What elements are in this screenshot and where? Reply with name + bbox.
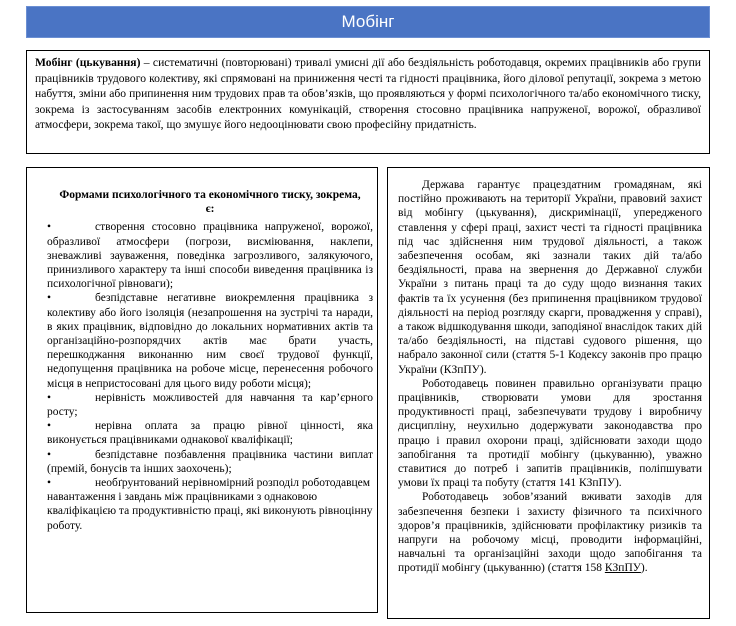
list-item: • створення стосовно працівника напруженої, ворожої, образливої атмосфери (погрози, висміювання, наклепи, зневажливі зауваження, поведінка загрозливого, залякуючого, принизливого характеру та інші способи виведення працівника із психологічної рівноваги); [47, 221, 373, 291]
list-item: • безпідставне позбавлення працівника частини виплат (премій, бонусів та інших заохочень); [47, 448, 373, 475]
bullet-icon: • [47, 221, 52, 234]
guarantee-paragraph-employer-duty: Роботодавець повинен правильно організувати працю працівників, створювати умови для зростання продуктивності праці, забезпечувати трудову і виробничу дисципліну, неухильно додержувати законодавства про працю і правил охорони праці, здійснювати заходи щодо запобігання та протидії мобінгу (цькуванню), уважно ставитися до потреб і запитів працівників, поліпшувати умови їх праці та побуту (стаття 141 КЗпПУ). [398, 377, 702, 490]
pressure-forms-title: Формами психологічного та економічного тиску, зокрема, є: [59, 189, 361, 216]
legal-guarantees-box [387, 167, 710, 619]
bullet-icon: • [47, 477, 52, 490]
list-item: • необґрунтований нерівномірний розподіл роботодавцем навантаження і завдань між працівниками з однаковою кваліфікацією та продуктивністю праці, які виконують рівноцінну роботу. [47, 477, 373, 532]
pressure-forms-list [47, 220, 373, 532]
bullet-icon: • [47, 420, 52, 433]
bullet-icon: • [47, 292, 52, 305]
bullet-icon: • [47, 448, 52, 461]
definition-box [26, 50, 710, 154]
page-title: Мобінг [341, 12, 395, 31]
list-item: • нерівна оплата за працю рівної цінності, яка виконується працівниками однакової кваліфікації; [47, 420, 373, 447]
page-banner [26, 6, 710, 38]
definition-term: Мобінг (цькування) [35, 56, 141, 69]
list-item: • безпідставне негативне виокремлення працівника з колективу або його ізоляція (незапрошення на зустрічі та наради, в яких працівник, відповідно до локальних нормативних актів та організаційно-розпорядчих актів має брати участь, перешкоджання виконанню ним своєї трудової функції, недопущення працівника на робоче місце, перенесення робочого місця в непристосовані для цього виду роботи місця); [47, 292, 373, 390]
guarantee-paragraph-employer-obligation: Роботодавець зобов’язаний вживати заходів для забезпечення безпеки і захисту фізичного та психічного здоров’я працівників, здійснювати профілактику ризиків та напруги на робочому місці, проводити інформаційні, навчальні та організаційні заходи щодо запобігання та протидії мобінгу (цькуванню) (стаття 158 КЗпПУ). [398, 491, 702, 575]
legal-guarantees-content [398, 178, 702, 576]
guarantee-paragraph-state: Держава гарантує працездатним громадянам, які постійно проживають на території України, правовий захист від мобінгу (цькування), дискримінації, упередженого ставлення у сфері праці, захист честі та гідності працівника під час здійснення ним трудової діяльності, а також забезпечення особам, які зазнали таких дій та/або бездіяльності, права на звернення до Державної служби України з питань праці та до суду щодо визнання таких фактів та їх усунення (без припинення працівником трудової діяльності на період розгляду скарги, провадження у справі), а також відшкодування шкоди, заподіяної внаслідок таких дій та/або бездіяльності, на підставі судового рішення, що набрало законної сили (стаття 5-1 Кодексу законів про працю України (КЗпПУ). [398, 179, 702, 376]
list-item: • нерівність можливостей для навчання та кар’єрного росту; [47, 391, 373, 419]
kzppu-link[interactable]: КЗпПУ [604, 562, 641, 575]
pressure-forms-box [26, 167, 378, 613]
bullet-icon: • [47, 391, 52, 404]
definition-text: – систематичні (повторювані) тривалі умисні дії або бездіяльність роботодавця, окремих працівників або групи працівників трудового колективу, які спрямовані на приниження честі та гідності працівника, його ділової репутації, зокрема з метою набуття, зміни або припинення ним трудових прав та обов’язків, що проявляються у формі психологічного та/або економічного тиску, зокрема із застосуванням засобів електронних комунікацій, створення стосовно працівника напруженої, ворожої, образливої атмосфери, зокрема такої, що змушує його недооцінювати свою професійну придатність. [35, 56, 701, 132]
pressure-forms-content [47, 188, 373, 533]
